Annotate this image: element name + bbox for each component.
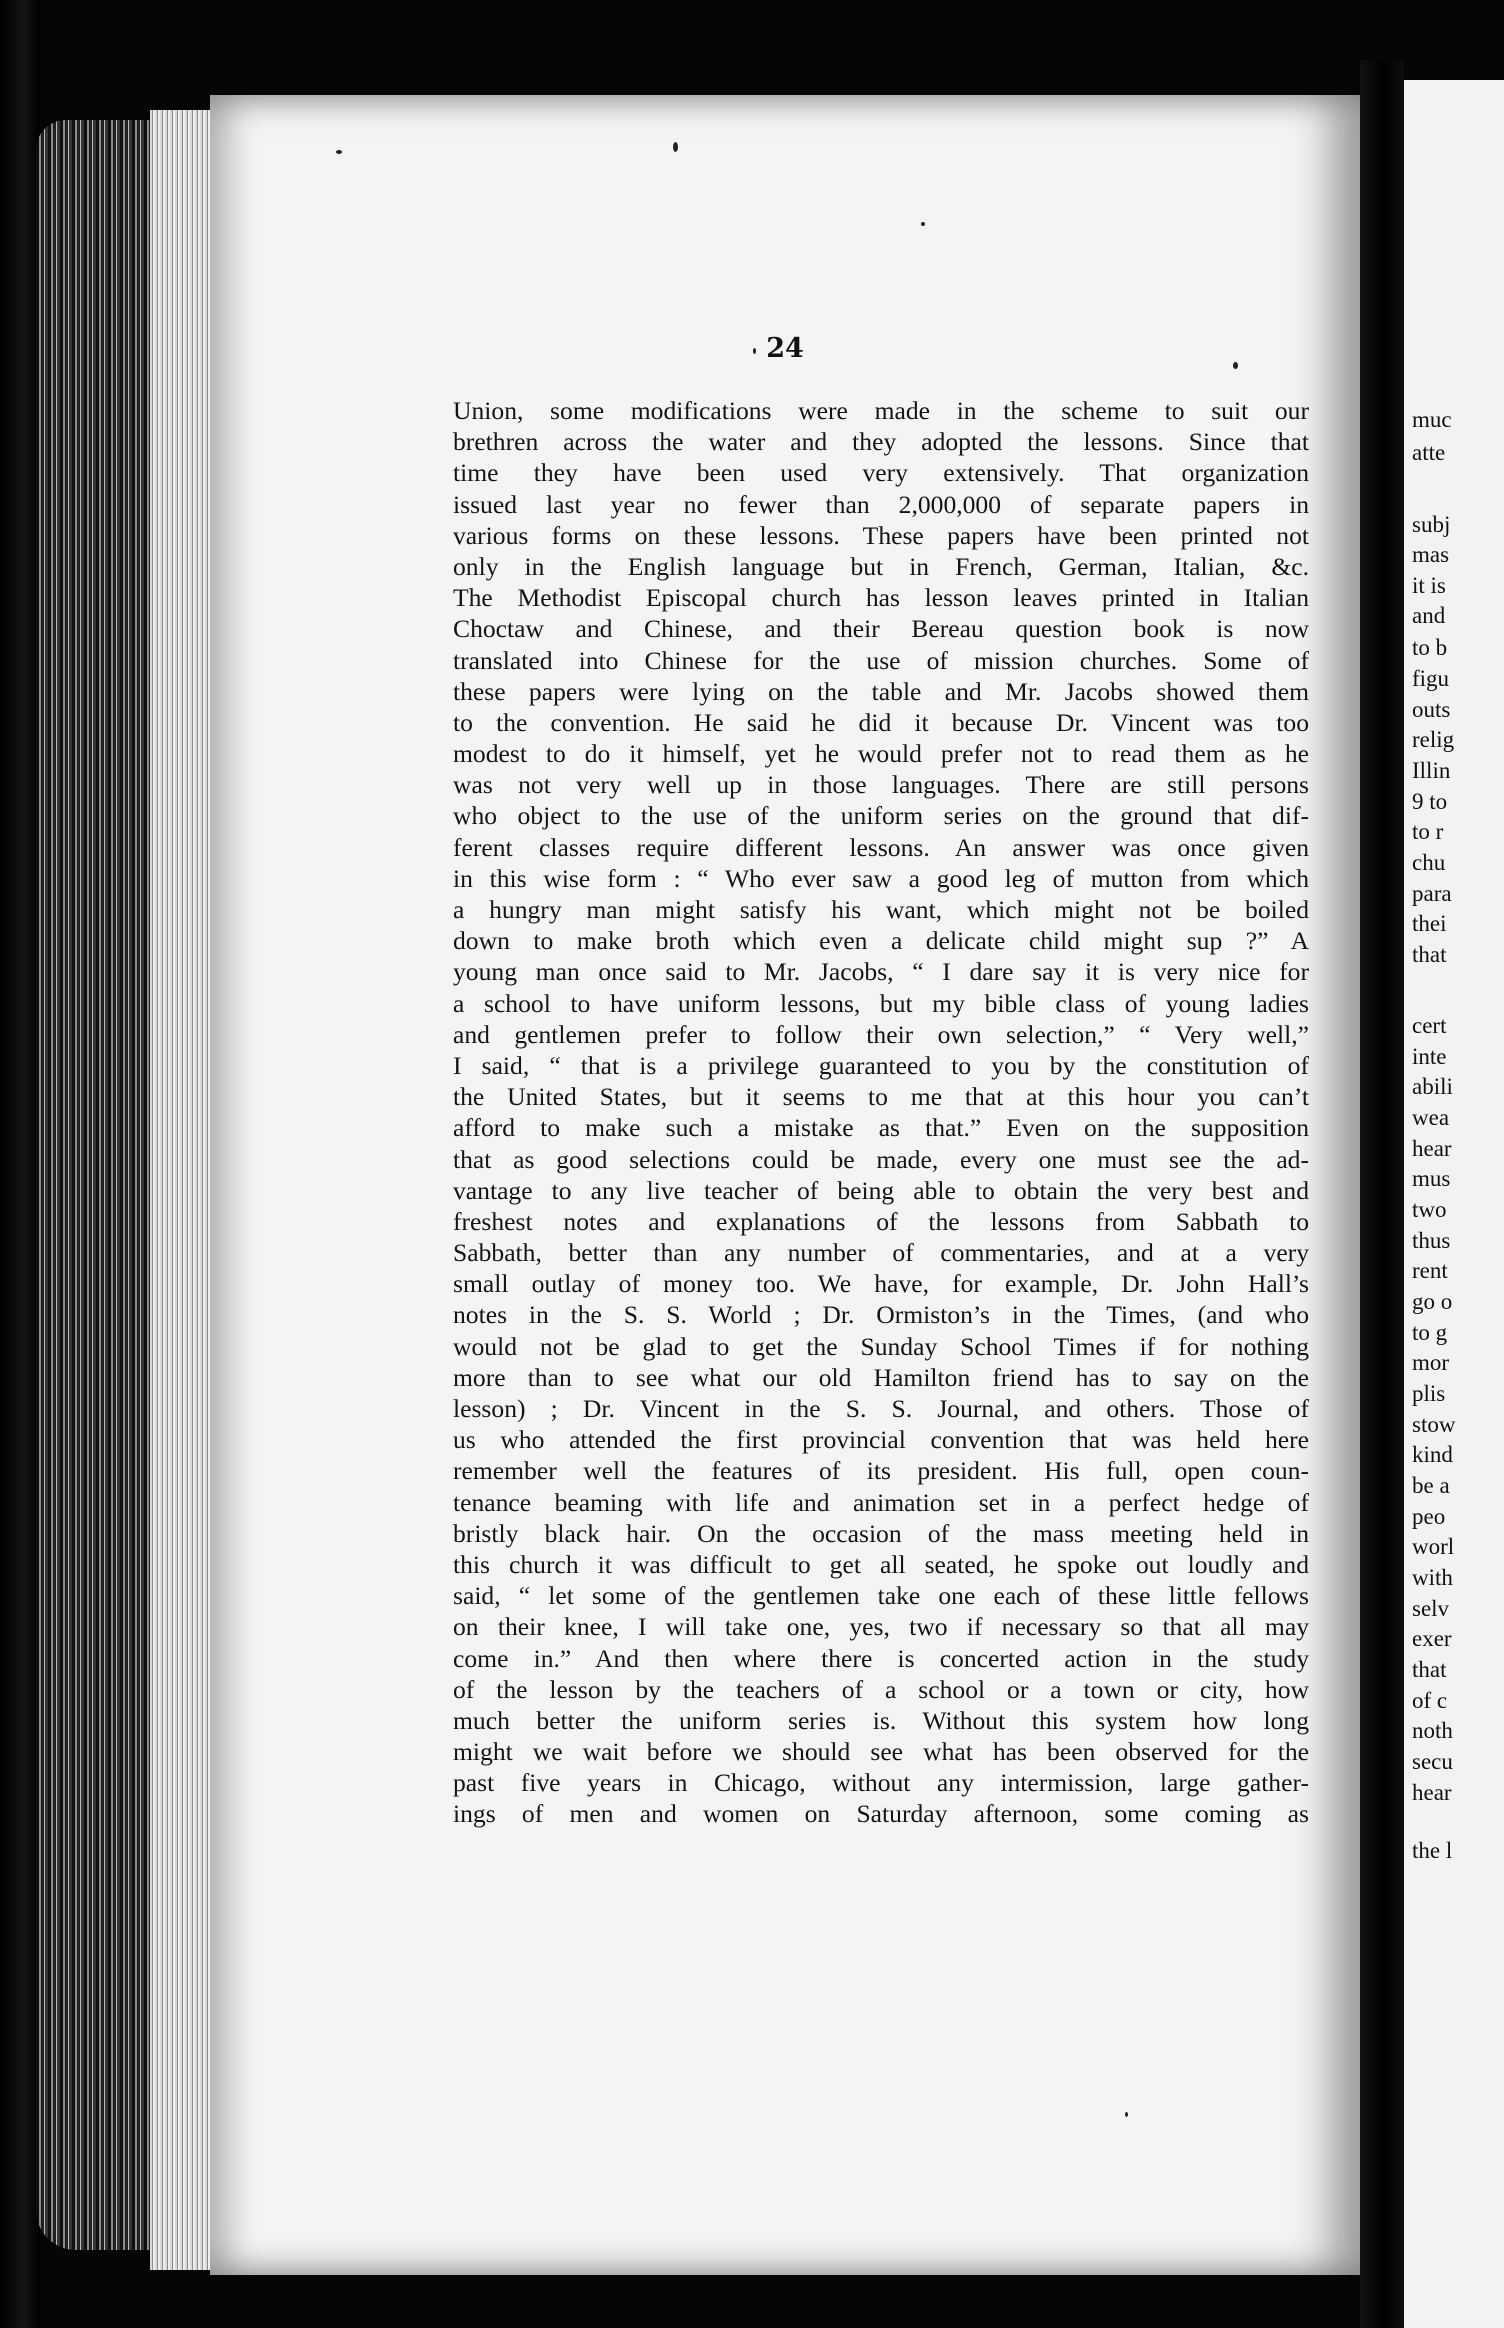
text-line: who object to the use of the uniform series on the ground that dif- (453, 801, 1309, 831)
right-page-text-fragment: noth (1412, 1718, 1453, 1743)
right-page-text-fragment: hear (1412, 1136, 1452, 1161)
text-line: come in.” And then where there is concerted action in the study (453, 1643, 1309, 1673)
text-line: past five years in Chicago, without any intermission, large gather- (453, 1768, 1309, 1798)
right-page-text-fragment: with (1412, 1565, 1453, 1590)
right-page-text-fragment: the l (1412, 1838, 1453, 1863)
right-page-text-fragment: thei (1412, 911, 1447, 936)
text-line: ferent classes require different lessons. An answer was once given (453, 832, 1309, 862)
text-line: down to make broth which even a delicate child might sup ?” A (453, 926, 1309, 956)
right-page-text-fragment: hear (1412, 1780, 1452, 1805)
book-gutter (1360, 60, 1404, 2328)
right-page-text-fragment: Illin (1412, 758, 1451, 783)
right-page-text-fragment: secu (1412, 1749, 1453, 1774)
text-line: that as good selections could be made, every one must see the ad- (453, 1144, 1309, 1174)
text-line: us who attended the first provincial convention that was held here (453, 1425, 1309, 1455)
text-line: afford to make such a mistake as that.” Even on the supposition (453, 1113, 1309, 1143)
text-line: various forms on these lessons. These papers have been printed not (453, 520, 1309, 550)
right-page-text-fragment: that (1412, 942, 1447, 967)
dust-speck (921, 222, 925, 226)
text-line: young man once said to Mr. Jacobs, “ I dare say it is very nice for (453, 957, 1309, 987)
text-line: the United States, but it seems to me that at this hour you can’t (453, 1082, 1309, 1112)
text-line: notes in the S. S. World ; Dr. Ormiston’s in the Times, (and who (453, 1300, 1309, 1330)
right-page-text-fragment: worl (1412, 1534, 1455, 1559)
right-page-text-fragment: 9 to (1412, 789, 1448, 814)
text-line: time they have been used very extensively. That organization (453, 458, 1309, 488)
text-line: issued last year no fewer than 2,000,000 of separate papers in (453, 489, 1309, 519)
dust-speck (673, 142, 678, 152)
right-page-text-fragment: of c (1412, 1688, 1448, 1713)
text-line: bristly black hair. On the occasion of the mass meeting held in (453, 1518, 1309, 1548)
text-line: I said, “ that is a privilege guaranteed to you by the constitution of (453, 1050, 1309, 1080)
right-page-text-fragment: two (1412, 1197, 1447, 1222)
text-line: said, “ let some of the gentlemen take one each of these little fellows (453, 1581, 1309, 1611)
right-page-text-fragment: kind (1412, 1442, 1453, 1467)
text-line: ings of men and women on Saturday afternoon, some coming as (453, 1799, 1309, 1829)
dust-speck (336, 150, 342, 154)
text-line: Sabbath, better than any number of commentaries, and at a very (453, 1238, 1309, 1268)
text-line: more than to see what our old Hamilton friend has to say on the (453, 1362, 1309, 1392)
text-line: remember well the features of its president. His full, open coun- (453, 1456, 1309, 1486)
text-line: lesson) ; Dr. Vincent in the S. S. Journal, and others. Those of (453, 1394, 1309, 1423)
text-line: vantage to any live teacher of being able to obtain the very best and (453, 1175, 1309, 1205)
right-page-text-fragment: outs (1412, 697, 1451, 722)
right-page-text-fragment: relig (1412, 727, 1455, 752)
right-page-text-fragment: inte (1412, 1044, 1447, 1069)
right-page-text-fragment: plis (1412, 1381, 1446, 1406)
right-page-text-fragment: muc (1412, 407, 1452, 432)
right-page-text-fragment: atte (1412, 440, 1446, 465)
right-page-text-fragment: abili (1412, 1074, 1453, 1099)
right-page-text-fragment: and (1412, 603, 1446, 628)
text-line: to the convention. He said he did it because Dr. Vincent was too (453, 707, 1309, 737)
text-line: of the lesson by the teachers of a school or a town or city, how (453, 1674, 1309, 1704)
text-line: these papers were lying on the table and Mr. Jacobs showed them (453, 676, 1309, 706)
page-body-text (453, 395, 1309, 1830)
right-page-text-fragment: peo (1412, 1504, 1446, 1529)
text-line: tenance beaming with life and animation set in a perfect hedge of (453, 1487, 1309, 1517)
text-line: brethren across the water and they adopted the lessons. Since that (453, 427, 1309, 457)
right-page-text-fragment: chu (1412, 850, 1446, 875)
right-page-text-fragment: figu (1412, 666, 1450, 691)
right-page-text-fragment: mas (1412, 542, 1450, 567)
text-line: only in the English language but in French, German, Italian, &c. (453, 551, 1309, 581)
text-line: a school to have uniform lessons, but my bible class of young ladies (453, 988, 1309, 1018)
right-page-fragment (1404, 80, 1504, 2328)
text-line: translated into Chinese for the use of mission churches. Some of (453, 645, 1309, 675)
text-line: might we wait before we should see what has been observed for the (453, 1737, 1309, 1767)
right-page-text-fragment: thus (1412, 1228, 1451, 1253)
right-page-text-fragment: it is (1412, 573, 1446, 598)
text-line: a hungry man might satisfy his want, which might not be boiled (453, 895, 1309, 924)
right-page-text-fragment: cert (1412, 1013, 1447, 1038)
right-page-text-fragment: exer (1412, 1626, 1452, 1651)
text-line: and gentlemen prefer to follow their own selection,” “ Very well,” (453, 1019, 1309, 1049)
text-line: would not be glad to get the Sunday School Times if for nothing (453, 1331, 1309, 1361)
text-line: Union, some modifications were made in the scheme to suit our (453, 396, 1309, 425)
book-binding-left (0, 0, 40, 2328)
right-page-text-fragment: mor (1412, 1350, 1450, 1375)
text-line: The Methodist Episcopal church has lesson leaves printed in Italian (453, 583, 1309, 613)
text-line: was not very well up in those languages. There are still persons (453, 770, 1309, 800)
right-page-text-fragment: subj (1412, 512, 1451, 537)
text-line: freshest notes and explanations of the lessons from Sabbath to (453, 1206, 1309, 1236)
right-page-text-fragment: rent (1412, 1258, 1448, 1283)
text-line: much better the uniform series is. Without this system how long (453, 1705, 1309, 1735)
right-page-text-fragment: that (1412, 1657, 1447, 1682)
text-line: small outlay of money too. We have, for example, Dr. John Hall’s (453, 1269, 1309, 1299)
right-page-text-fragment: to r (1412, 819, 1444, 844)
right-page-text-fragment: wea (1412, 1105, 1450, 1130)
dust-speck (1125, 2112, 1128, 2117)
text-line: Choctaw and Chinese, and their Bereau question book is now (453, 614, 1309, 644)
right-page-text-fragment: to b (1412, 635, 1448, 660)
text-line: this church it was difficult to get all seated, he spoke out loudly and (453, 1549, 1309, 1579)
text-line: modest to do it himself, yet he would prefer not to read them as he (453, 739, 1309, 769)
text-line: in this wise form : “ Who ever saw a good leg of mutton from which (453, 863, 1309, 893)
right-page-text-fragment: mus (1412, 1166, 1451, 1191)
right-page-text-fragment: be a (1412, 1473, 1450, 1498)
right-page-text-fragment: to g (1412, 1320, 1448, 1345)
right-page-text-fragment: stow (1412, 1412, 1456, 1437)
page-number: 24 (766, 333, 804, 364)
dust-speck (1233, 362, 1238, 369)
right-page-text-fragment: para (1412, 881, 1452, 906)
right-page-text-fragment: go o (1412, 1289, 1453, 1314)
right-page-text-fragment: selv (1412, 1596, 1450, 1621)
dust-speck (753, 348, 756, 354)
text-line: on their knee, I will take one, yes, two if necessary so that all may (453, 1612, 1309, 1642)
